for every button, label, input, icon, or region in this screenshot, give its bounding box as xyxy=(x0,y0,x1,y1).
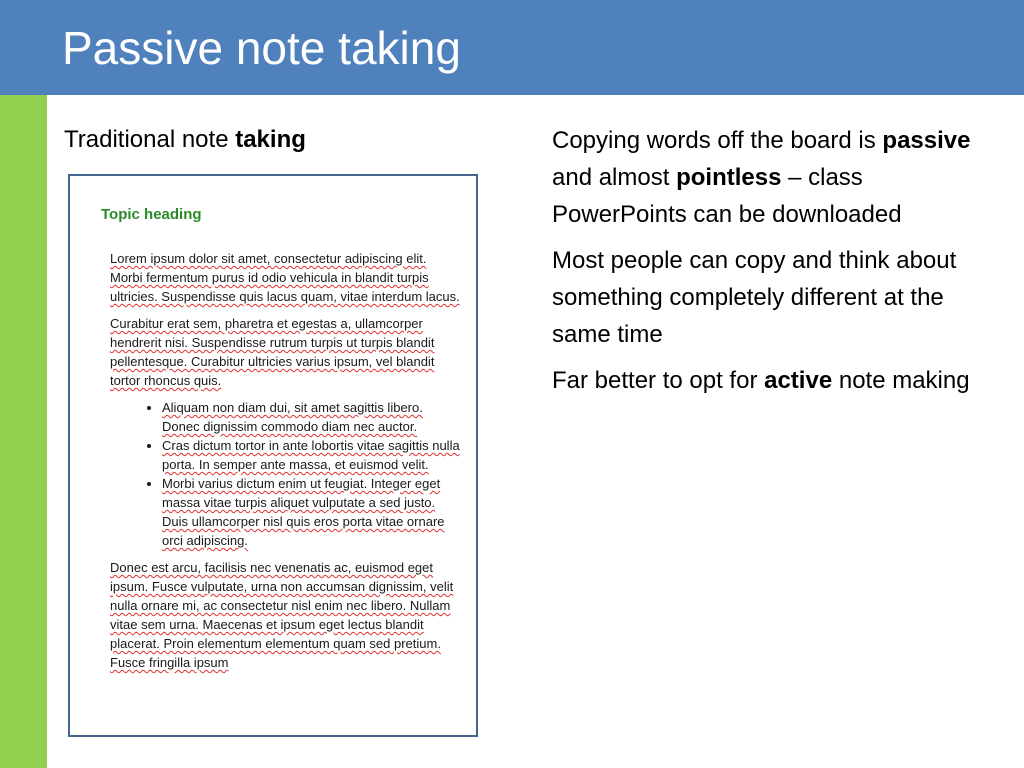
point-passive xyxy=(552,122,982,233)
point-text: note making xyxy=(832,367,970,394)
left-heading-text: Traditional note xyxy=(64,126,236,153)
right-column xyxy=(552,122,982,408)
document-bullet-list xyxy=(110,398,460,550)
document-paragraph: Lorem ipsum dolor sit amet, consectetur adipiscing elit. Morbi fermentum purus id odio vehicula in blandit turpis ultricies. Suspendisse quis lacus quam, vitae interdum lacus. xyxy=(110,251,460,304)
emphasis-pointless: pointless xyxy=(676,164,782,191)
document-topic-heading: Topic heading xyxy=(101,206,202,223)
emphasis-active: active xyxy=(764,367,833,394)
document-body xyxy=(110,249,460,680)
point-copy-and-think: Most people can copy and think about something completely different at the same time xyxy=(552,247,957,348)
document-bullet-item: • Cras dictum tortor in ante lobortis vitae sagittis nulla porta. In semper ante massa, et euismod velit. xyxy=(162,436,460,474)
slide-title: Passive note taking xyxy=(62,22,461,74)
point-text: Far better to opt for xyxy=(552,367,765,394)
document-bullet-item: • Aliquam non diam dui, sit amet sagittis libero. Donec dignissim commodo diam nec auctor. xyxy=(162,398,460,436)
point-text: and almost xyxy=(552,164,677,191)
point-text: Copying words off the board is xyxy=(552,127,883,154)
emphasis-passive: passive xyxy=(882,127,971,154)
document-paragraph: Curabitur erat sem, pharetra et egestas a, ullamcorper hendrerit nisi. Suspendisse rutrum turpis ut turpis blandit pellentesque. Curabitur ultricies varius ipsum, vel blandit tortor rhoncus quis. xyxy=(110,316,435,388)
point-text: – class PowerPoints can be downloaded xyxy=(552,164,902,228)
side-accent-bar xyxy=(0,95,47,768)
title-bar xyxy=(0,0,1024,95)
point-active xyxy=(552,362,982,399)
document-bullet-item: • Morbi varius dictum enim ut feugiat. Integer eget massa vitae turpis aliquet vulputate a sed justo. Duis ullamcorper nisl quis eros porta vitae ornare orci adipiscing. xyxy=(162,474,460,550)
document-paragraph: Donec est arcu, facilisis nec venenatis ac, euismod eget ipsum. Fusce vulputate, urna non accumsan dignissim, velit nulla ornare mi, ac consectetur nisl enim nec libero. Nullam vitae sem urna. Maecenas et ipsum eget lectus blandit placerat. Proin elementum elementum quam sed pretium. Fusce fringilla ipsum xyxy=(110,560,454,670)
left-column-heading xyxy=(64,124,306,156)
left-heading-bold: taking xyxy=(235,126,306,153)
example-document-image xyxy=(68,174,478,737)
